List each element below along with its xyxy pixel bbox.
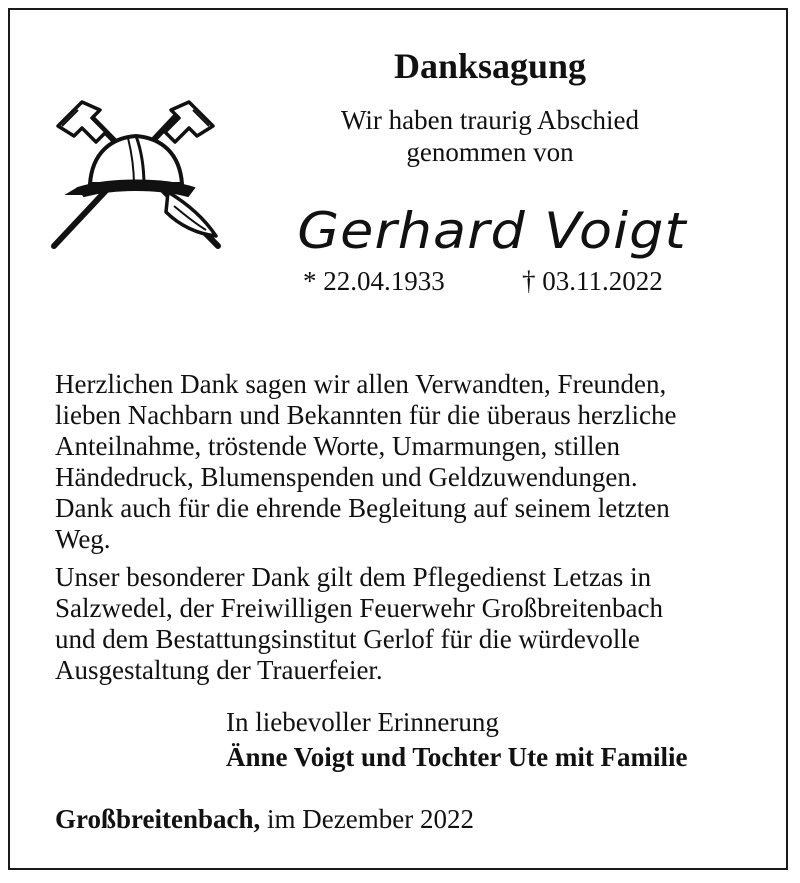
text-line: Ausgestaltung der Trauerfeier. <box>55 655 383 685</box>
text-line: Salzwedel, der Freiwilligen Feuerwehr Großbreitenbach <box>55 593 664 623</box>
text-line: Anteilnahme, tröstende Worte, Umarmungen, stillen <box>55 431 620 461</box>
text-line: Weg. <box>55 524 111 554</box>
notice-title: Danksagung <box>393 46 587 86</box>
text-line: Unser besonderer Dank gilt dem Pflegedienst Letzas in <box>55 562 652 592</box>
text-line: Händedruck, Blumenspenden und Geldzuwendungen. <box>55 462 638 492</box>
intro-text <box>290 104 690 168</box>
date-text: im Dezember 2022 <box>260 804 474 834</box>
signers: Änne Voigt und Tochter Ute mit Familie <box>226 742 688 772</box>
firefighter-helmet-crossed-axes-icon <box>48 96 223 251</box>
intro-line: Wir haben traurig Abschied <box>340 105 640 135</box>
death-date: † 03.11.2022 <box>522 266 663 296</box>
thanks-paragraph <box>55 369 755 555</box>
place-name: Großbreitenbach, <box>55 804 261 834</box>
place-date-line <box>55 803 474 835</box>
text-line: Dank auch für die ehrende Begleitung auf seinem letzten <box>55 493 670 523</box>
text-line: lieben Nachbarn und Bekannten für die überaus herzliche <box>55 400 677 430</box>
birth-date: * 22.04.1933 <box>303 266 445 296</box>
text-line: und dem Bestattungsinstitut Gerlof für die würdevolle <box>55 624 640 654</box>
special-thanks-paragraph <box>55 562 755 686</box>
intro-line: genommen von <box>406 137 574 167</box>
deceased-name: Gerhard Voigt <box>297 202 687 260</box>
closing-line: In liebevoller Erinnerung <box>226 707 499 737</box>
text-line: Herzlichen Dank sagen wir allen Verwandten, Freunden, <box>55 369 667 399</box>
